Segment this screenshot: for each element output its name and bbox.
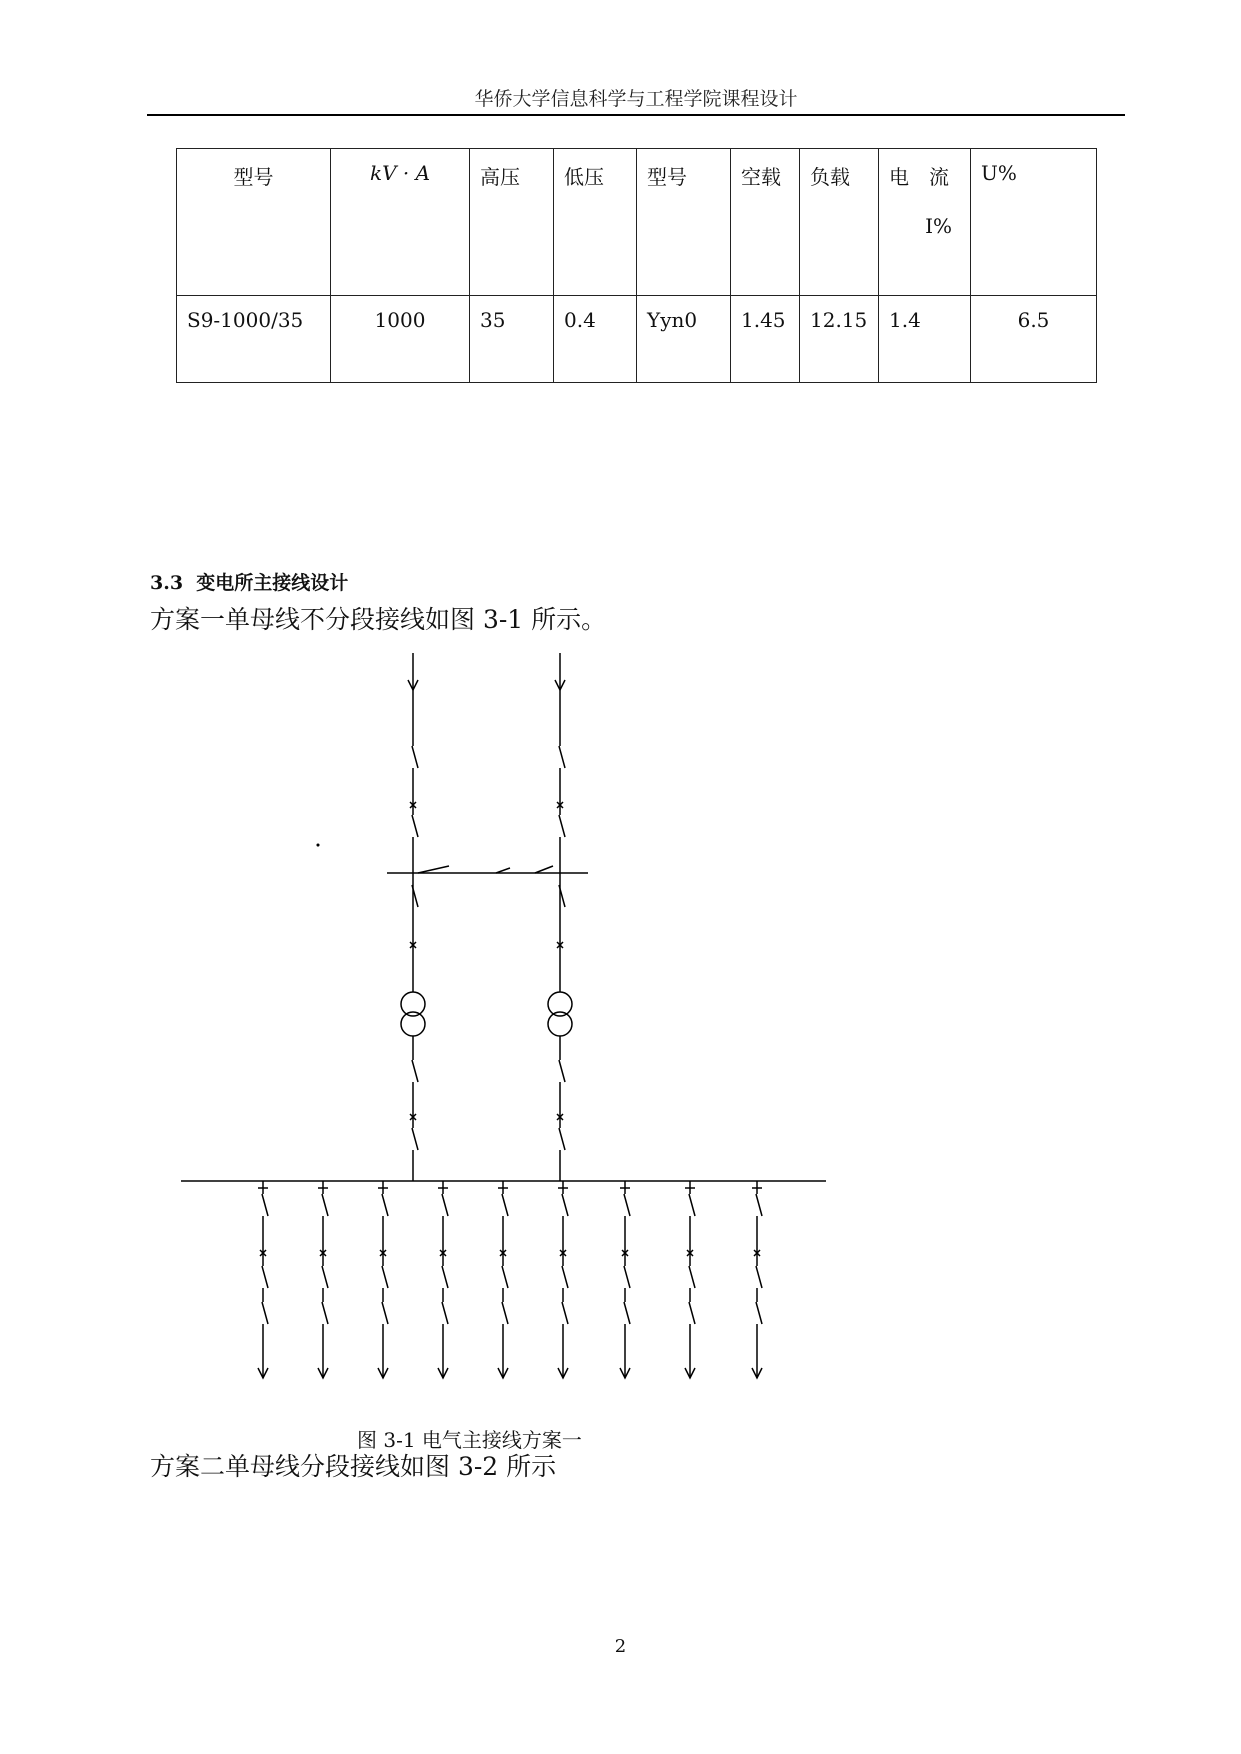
header-cell-load: 负载 [800,149,879,296]
section-number: 3.3 [150,572,184,594]
stray-dot [317,844,319,846]
page-number: 2 [614,1636,627,1657]
figure-caption: 图 3-1 电气主接线方案一 [357,1428,582,1452]
header-cell-model: 型号 [177,149,331,296]
cell-current: 1.4 [879,296,971,383]
cell-impedance: 6.5 [971,296,1097,383]
cell-high-voltage: 35 [470,296,554,383]
paragraph-scheme-one: 方案一单母线不分段接线如图 3-1 所示。 [150,605,607,634]
cell-capacity: 1000 [331,296,470,383]
cell-connection-type: Yyn0 [637,296,731,383]
header-cell-high-voltage: 高压 [470,149,554,296]
header-cell-current-label: 电 流 [889,165,949,189]
tie-disconnector [418,866,449,873]
page-header: 华侨大学信息科学与工程学院课程设计 [474,88,798,110]
cell-load: 12.15 [800,296,879,383]
section-title: 变电所主接线设计 [196,572,349,594]
cell-model: S9-1000/35 [177,296,331,383]
header-cell-connection-type: 型号 [637,149,731,296]
header-cell-capacity: kV · A [331,149,470,296]
cell-low-voltage: 0.4 [554,296,637,383]
paragraph-scheme-two: 方案二单母线分段接线如图 3-2 所示 [150,1452,557,1481]
header-cell-current-sub: I% [925,214,952,238]
header-cell-no-load: 空载 [731,149,800,296]
tie-disconnector-2 [535,866,553,873]
header-cell-low-voltage: 低压 [554,149,637,296]
header-cell-impedance: U% [971,149,1097,296]
cell-no-load: 1.45 [731,296,800,383]
